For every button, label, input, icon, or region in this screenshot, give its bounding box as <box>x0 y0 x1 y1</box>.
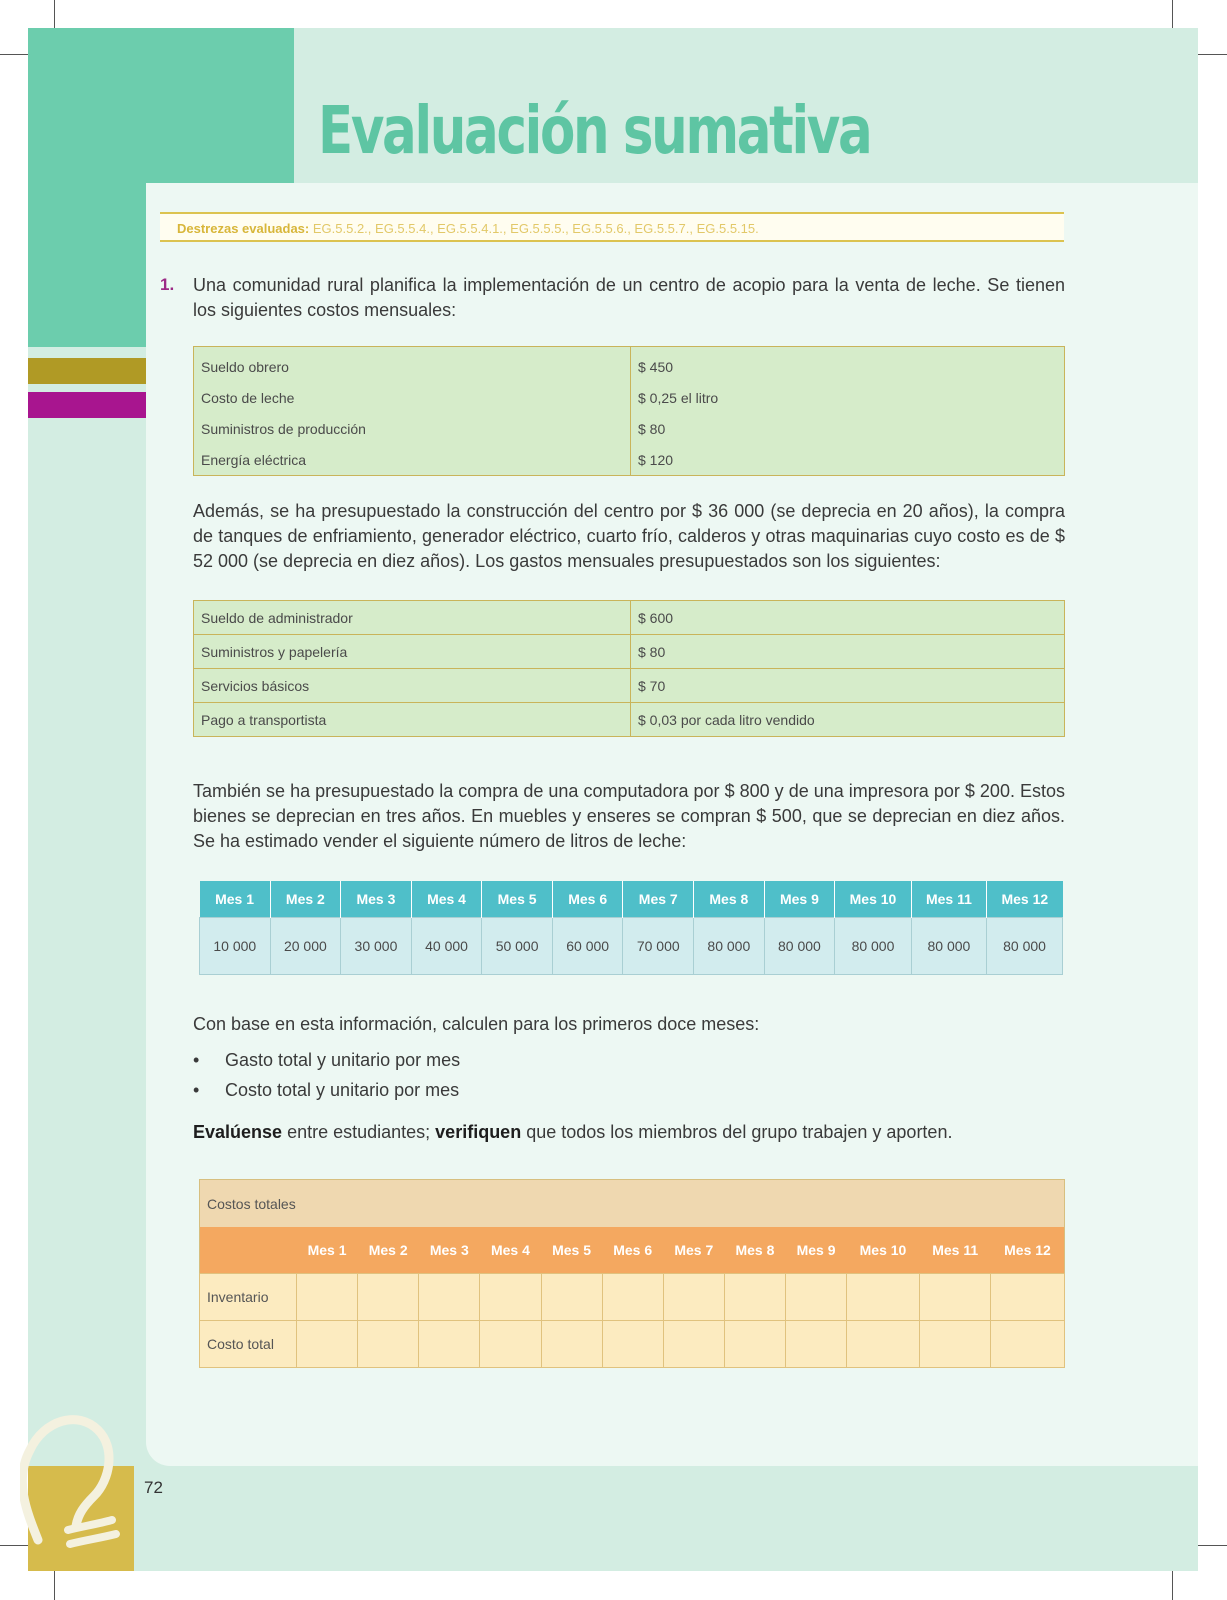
table-row <box>200 1274 1065 1321</box>
liters-value: 80 000 <box>835 918 912 975</box>
question-number: 1. <box>160 275 175 294</box>
monthly-expenses-table <box>193 600 1065 737</box>
crop-mark <box>54 0 55 28</box>
equipment-paragraph: También se ha presupuestado la compra de una computadora por $ 800 y de una impresora por $ 200. Estos bienes se deprecian en tres años. En muebles y enseres se compran $ 500, que se deprecian en diez años. Se ha estimado vender el siguiente número de litros de leche: <box>193 781 1065 851</box>
eval-text-2: que todos los miembros del grupo trabajen y aporten. <box>521 1122 953 1142</box>
expense-value: $ 80 <box>631 635 1065 669</box>
answer-cell[interactable] <box>919 1274 991 1321</box>
month-header: Mes 9 <box>764 881 835 918</box>
month-header: Mes 12 <box>991 1227 1065 1274</box>
month-header: Mes 5 <box>541 1227 602 1274</box>
month-header: Mes 3 <box>341 881 412 918</box>
month-header: Mes 6 <box>552 881 623 918</box>
liters-value: 70 000 <box>623 918 694 975</box>
crop-mark <box>0 54 28 55</box>
answer-cell[interactable] <box>919 1321 991 1368</box>
liters-value: 80 000 <box>764 918 835 975</box>
row-label: Costo total <box>200 1321 297 1368</box>
liters-value: 60 000 <box>552 918 623 975</box>
month-header: Mes 4 <box>480 1227 541 1274</box>
table-row <box>194 635 1065 669</box>
answer-cell[interactable] <box>602 1274 663 1321</box>
cost-item: Energía eléctrica <box>194 444 631 476</box>
cost-value: $ 80 <box>638 420 666 437</box>
cost-item: Suministros de producción <box>194 413 631 444</box>
expense-item: Servicios básicos <box>194 669 631 703</box>
table-row <box>194 601 1065 635</box>
table-row <box>194 703 1065 737</box>
bullet-text: Gasto total y unitario por mes <box>225 1050 461 1070</box>
cost-value: $ 450 <box>638 358 674 375</box>
month-header: Mes 11 <box>911 881 986 918</box>
olive-stripe <box>28 358 146 384</box>
answer-cell[interactable] <box>419 1274 480 1321</box>
month-header: Mes 7 <box>623 881 694 918</box>
evaluation-note <box>193 1120 1093 1145</box>
answer-cell[interactable] <box>419 1321 480 1368</box>
table-row <box>200 918 1063 975</box>
question-intro: Una comunidad rural planifica la implementación de un centro de acopio para la venta de leche. Se tienen los siguientes costos mensuales: <box>193 275 1065 320</box>
skills-label: Destrezas evaluadas: <box>177 221 310 236</box>
answer-cell[interactable] <box>847 1274 920 1321</box>
liters-value: 80 000 <box>694 918 765 975</box>
month-header: Mes 10 <box>847 1227 920 1274</box>
liters-value: 50 000 <box>482 918 553 975</box>
month-header: Mes 2 <box>358 1227 419 1274</box>
cost-item: Sueldo obrero <box>194 347 631 383</box>
cost-item: Costo de leche <box>194 382 631 413</box>
expense-value: $ 0,03 por cada litro vendido <box>638 711 815 728</box>
crop-mark <box>1198 1545 1227 1546</box>
expense-item: Suministros y papelería <box>194 635 631 669</box>
answer-cell[interactable] <box>991 1321 1065 1368</box>
page-number: 72 <box>144 1478 163 1497</box>
monthly-costs-table <box>193 346 1065 476</box>
liters-value: 80 000 <box>987 918 1063 975</box>
crop-mark <box>1198 54 1227 55</box>
answer-cell[interactable] <box>297 1274 358 1321</box>
skills-bar <box>160 212 1064 242</box>
month-header: Mes 8 <box>724 1227 785 1274</box>
answer-cell[interactable] <box>663 1321 724 1368</box>
expense-item: Pago a transportista <box>194 703 631 737</box>
table-header-row <box>200 881 1063 918</box>
crop-mark <box>54 1571 55 1600</box>
month-header: Mes 10 <box>835 881 912 918</box>
expense-value: $ 600 <box>631 601 1065 635</box>
cost-value: $ 120 <box>638 451 674 468</box>
crop-mark <box>1172 0 1173 28</box>
table-header-row <box>200 1227 1065 1274</box>
month-header: Mes 12 <box>987 881 1063 918</box>
construction-paragraph: Además, se ha presupuestado la construcción del centro por $ 36 000 (se deprecia en 20 años), la compra de tanques de enfriamiento, generador eléctrico, cuarto frío, calderos y otras maquinarias cuyo costo es de $ 52 000 (se deprecia en diez años). Los gastos mensuales presupuestados son los siguientes: <box>193 501 1065 571</box>
answer-cell[interactable] <box>786 1274 847 1321</box>
bullet-glyph: • <box>193 1080 200 1100</box>
month-header: Mes 3 <box>419 1227 480 1274</box>
liters-table <box>199 881 1063 975</box>
bullet-item <box>193 1050 460 1071</box>
bullet-glyph: • <box>193 1050 200 1070</box>
page-title: Evaluación sumativa <box>318 92 871 169</box>
eval-verb-2: verifiquen <box>435 1122 522 1142</box>
month-header: Mes 9 <box>786 1227 847 1274</box>
empty-header-cell <box>200 1227 297 1274</box>
month-header: Mes 2 <box>270 881 341 918</box>
answer-cell[interactable] <box>480 1274 541 1321</box>
expense-item: Sueldo de administrador <box>194 601 631 635</box>
bullet-item <box>193 1080 459 1101</box>
month-header: Mes 1 <box>200 881 271 918</box>
answer-cell[interactable] <box>602 1321 663 1368</box>
month-header: Mes 5 <box>482 881 553 918</box>
crop-mark <box>1172 1571 1173 1600</box>
liters-value: 80 000 <box>911 918 986 975</box>
lightbulb-icon <box>20 1380 140 1560</box>
cost-value: $ 0,25 el litro <box>638 389 719 406</box>
table-row <box>194 669 1065 703</box>
expense-value: $ 70 <box>631 669 1065 703</box>
table-row <box>200 1321 1065 1368</box>
table-row <box>194 347 1065 383</box>
bullet-text: Costo total y unitario por mes <box>225 1080 460 1100</box>
table-title-row <box>200 1180 1065 1228</box>
skills-value: EG.5.5.2., EG.5.5.4., EG.5.5.4.1., EG.5.5.5., EG.5.5.6., EG.5.5.7., EG.5.5.15. <box>312 221 759 236</box>
answer-cell[interactable] <box>541 1274 602 1321</box>
magenta-stripe <box>28 392 146 418</box>
answer-cell[interactable] <box>297 1321 358 1368</box>
instruction-paragraph: Con base en esta información, calculen para los primeros doce meses: <box>193 1014 760 1034</box>
liters-value: 40 000 <box>411 918 482 975</box>
answer-cell[interactable] <box>480 1321 541 1368</box>
answer-cell[interactable] <box>991 1274 1065 1321</box>
table-title: Costos totales <box>200 1180 1065 1228</box>
liters-value: 10 000 <box>200 918 271 975</box>
table-row <box>194 382 1065 413</box>
answer-cell[interactable] <box>786 1321 847 1368</box>
row-label: Inventario <box>200 1274 297 1321</box>
month-header: Mes 7 <box>663 1227 724 1274</box>
answer-cell[interactable] <box>358 1274 419 1321</box>
liters-value: 30 000 <box>341 918 412 975</box>
answer-cell[interactable] <box>724 1274 785 1321</box>
answer-cell[interactable] <box>358 1321 419 1368</box>
liters-value: 20 000 <box>270 918 341 975</box>
total-costs-table <box>199 1179 1065 1368</box>
answer-cell[interactable] <box>663 1274 724 1321</box>
month-header: Mes 1 <box>297 1227 358 1274</box>
eval-text-1: entre estudiantes; <box>282 1122 436 1142</box>
answer-cell[interactable] <box>724 1321 785 1368</box>
answer-cell[interactable] <box>847 1321 920 1368</box>
table-row <box>194 444 1065 476</box>
month-header: Mes 6 <box>602 1227 663 1274</box>
month-header: Mes 4 <box>411 881 482 918</box>
month-header: Mes 8 <box>694 881 765 918</box>
answer-cell[interactable] <box>541 1321 602 1368</box>
month-header: Mes 11 <box>919 1227 991 1274</box>
table-row <box>194 413 1065 444</box>
eval-verb-1: Evalúense <box>193 1122 283 1142</box>
